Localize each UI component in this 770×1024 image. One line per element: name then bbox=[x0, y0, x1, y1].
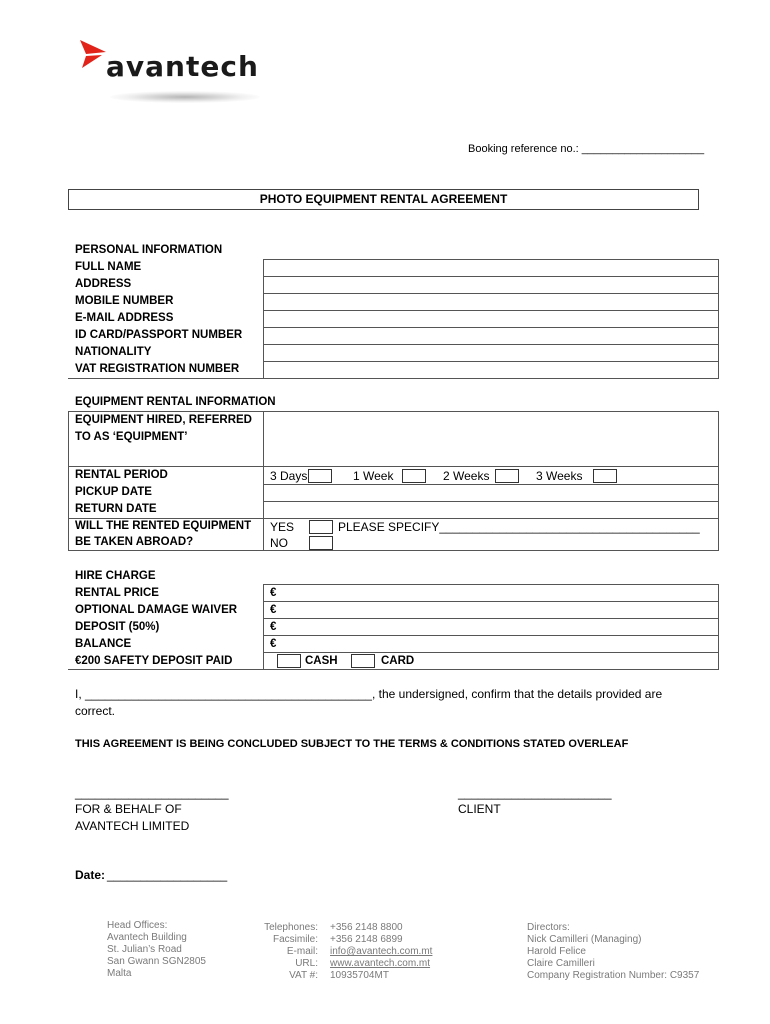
abroad-no-checkbox[interactable] bbox=[309, 536, 333, 550]
period-3-days-label: 3 Days bbox=[270, 469, 308, 483]
client-signature-label: CLIENT bbox=[458, 802, 501, 816]
period-1-week-label: 1 Week bbox=[353, 469, 394, 483]
footer-contact-label: URL: bbox=[295, 958, 318, 969]
abroad-specify-field[interactable]: PLEASE SPECIFY_______________________________________ bbox=[338, 520, 700, 534]
full-name-label: FULL NAME bbox=[75, 261, 142, 273]
vat-field[interactable] bbox=[264, 362, 718, 378]
address-label: ADDRESS bbox=[75, 278, 132, 290]
rental-info-heading: EQUIPMENT RENTAL INFORMATION bbox=[75, 396, 276, 408]
period-3-weeks-label: 3 Weeks bbox=[536, 469, 583, 483]
company-signature-label1: FOR & BEHALF OF bbox=[75, 802, 182, 816]
return-date-field[interactable] bbox=[264, 502, 718, 518]
email-field[interactable] bbox=[264, 311, 718, 327]
balance-field[interactable]: € bbox=[270, 638, 277, 650]
pickup-date-label: PICKUP DATE bbox=[75, 486, 152, 498]
footer-phone: +356 2148 8800 bbox=[330, 922, 403, 933]
cash-checkbox[interactable] bbox=[277, 654, 301, 668]
card-label: CARD bbox=[381, 655, 415, 667]
footer-office-line: St. Julian’s Road bbox=[107, 944, 182, 955]
date-field[interactable]: __________________ bbox=[107, 868, 228, 882]
footer-office-line: Avantech Building bbox=[107, 932, 187, 943]
damage-waiver-label: OPTIONAL DAMAGE WAIVER bbox=[75, 604, 238, 616]
declaration-line2: correct. bbox=[75, 704, 116, 718]
period-2-weeks-label: 2 Weeks bbox=[443, 469, 490, 483]
equipment-label-line1: EQUIPMENT HIRED, REFERRED bbox=[75, 414, 252, 426]
abroad-label-line2: BE TAKEN ABROAD? bbox=[75, 536, 194, 548]
safety-deposit-label: €200 SAFETY DEPOSIT PAID bbox=[75, 655, 233, 667]
nationality-field[interactable] bbox=[264, 345, 718, 361]
rental-price-label: RENTAL PRICE bbox=[75, 587, 159, 599]
hire-charge-heading: HIRE CHARGE bbox=[75, 570, 156, 582]
deposit-field[interactable]: € bbox=[270, 621, 277, 633]
address-field[interactable] bbox=[264, 277, 718, 293]
footer-contact-label: VAT #: bbox=[289, 970, 318, 981]
period-2-weeks-checkbox[interactable] bbox=[495, 469, 519, 483]
deposit-label: DEPOSIT (50%) bbox=[75, 621, 160, 633]
footer-contact-values bbox=[330, 922, 432, 982]
client-signature-line[interactable]: _______________________ bbox=[458, 786, 612, 800]
cash-label: CASH bbox=[305, 655, 338, 667]
footer-contact-label: Facsimile: bbox=[272, 934, 318, 945]
footer-director-line: Claire Camilleri bbox=[527, 958, 595, 969]
logo-shadow bbox=[110, 91, 260, 103]
id-card-label: ID CARD/PASSPORT NUMBER bbox=[75, 329, 243, 341]
footer-director-line: Harold Felice bbox=[527, 946, 586, 957]
footer-director-line: Company Registration Number: C9357 bbox=[527, 970, 700, 981]
damage-waiver-field[interactable]: € bbox=[270, 604, 277, 616]
company-signature-label2: AVANTECH LIMITED bbox=[75, 819, 190, 833]
rental-price-field[interactable]: € bbox=[270, 587, 277, 599]
vat-label: VAT REGISTRATION NUMBER bbox=[75, 363, 240, 375]
footer-contact-label: E-mail: bbox=[286, 946, 318, 957]
footer-office-line: San Gwann SGN2805 bbox=[107, 956, 206, 967]
equipment-label-line2: TO AS ‘EQUIPMENT’ bbox=[75, 431, 188, 443]
card-checkbox[interactable] bbox=[351, 654, 375, 668]
abroad-no-label: NO bbox=[270, 536, 288, 550]
abroad-yes-label: YES bbox=[270, 520, 295, 534]
footer-email-link[interactable]: info@avantech.com.mt bbox=[330, 946, 433, 957]
return-date-label: RETURN DATE bbox=[75, 503, 157, 515]
period-3-days-checkbox[interactable] bbox=[308, 469, 332, 483]
abroad-yes-checkbox[interactable] bbox=[309, 520, 333, 534]
date-label: Date: bbox=[75, 868, 106, 882]
footer-offices bbox=[107, 920, 206, 980]
personal-info-heading: PERSONAL INFORMATION bbox=[75, 244, 223, 256]
logo-wordmark: avantech bbox=[106, 50, 259, 83]
mobile-label: MOBILE NUMBER bbox=[75, 295, 174, 307]
equipment-field[interactable] bbox=[264, 412, 718, 466]
booking-reference[interactable]: Booking reference no.: ____________________ bbox=[468, 143, 705, 155]
rental-period-label: RENTAL PERIOD bbox=[75, 469, 168, 481]
declaration-line1[interactable]: I, ___________________________________________, the undersigned, confirm that the details provided are bbox=[75, 687, 663, 701]
company-signature-line[interactable]: _______________________ bbox=[75, 786, 229, 800]
email-label: E-MAIL ADDRESS bbox=[75, 312, 174, 324]
page-title: PHOTO EQUIPMENT RENTAL AGREEMENT bbox=[68, 189, 699, 210]
period-3-weeks-checkbox[interactable] bbox=[593, 469, 617, 483]
footer-vat: 10935704MT bbox=[330, 970, 389, 981]
footer-directors bbox=[527, 922, 699, 982]
abroad-label-line1: WILL THE RENTED EQUIPMENT bbox=[75, 520, 252, 532]
nationality-label: NATIONALITY bbox=[75, 346, 152, 358]
footer-contact-labels bbox=[250, 922, 318, 982]
full-name-field[interactable] bbox=[264, 260, 718, 276]
footer-url-link[interactable]: www.avantech.com.mt bbox=[330, 958, 431, 969]
id-card-field[interactable] bbox=[264, 328, 718, 344]
period-1-week-checkbox[interactable] bbox=[402, 469, 426, 483]
footer-director-line: Directors: bbox=[527, 922, 570, 933]
footer-contact-label: Telephones: bbox=[264, 922, 318, 933]
balance-label: BALANCE bbox=[75, 638, 132, 650]
footer-office-line: Malta bbox=[107, 968, 132, 979]
mobile-field[interactable] bbox=[264, 294, 718, 310]
footer-office-line: Head Offices: bbox=[107, 920, 168, 931]
terms-statement: THIS AGREEMENT IS BEING CONCLUDED SUBJECT TO THE TERMS & CONDITIONS STATED OVERLEAF bbox=[75, 738, 629, 750]
footer-fax: +356 2148 6899 bbox=[330, 934, 403, 945]
footer-director-line: Nick Camilleri (Managing) bbox=[527, 934, 642, 945]
pickup-date-field[interactable] bbox=[264, 485, 718, 501]
